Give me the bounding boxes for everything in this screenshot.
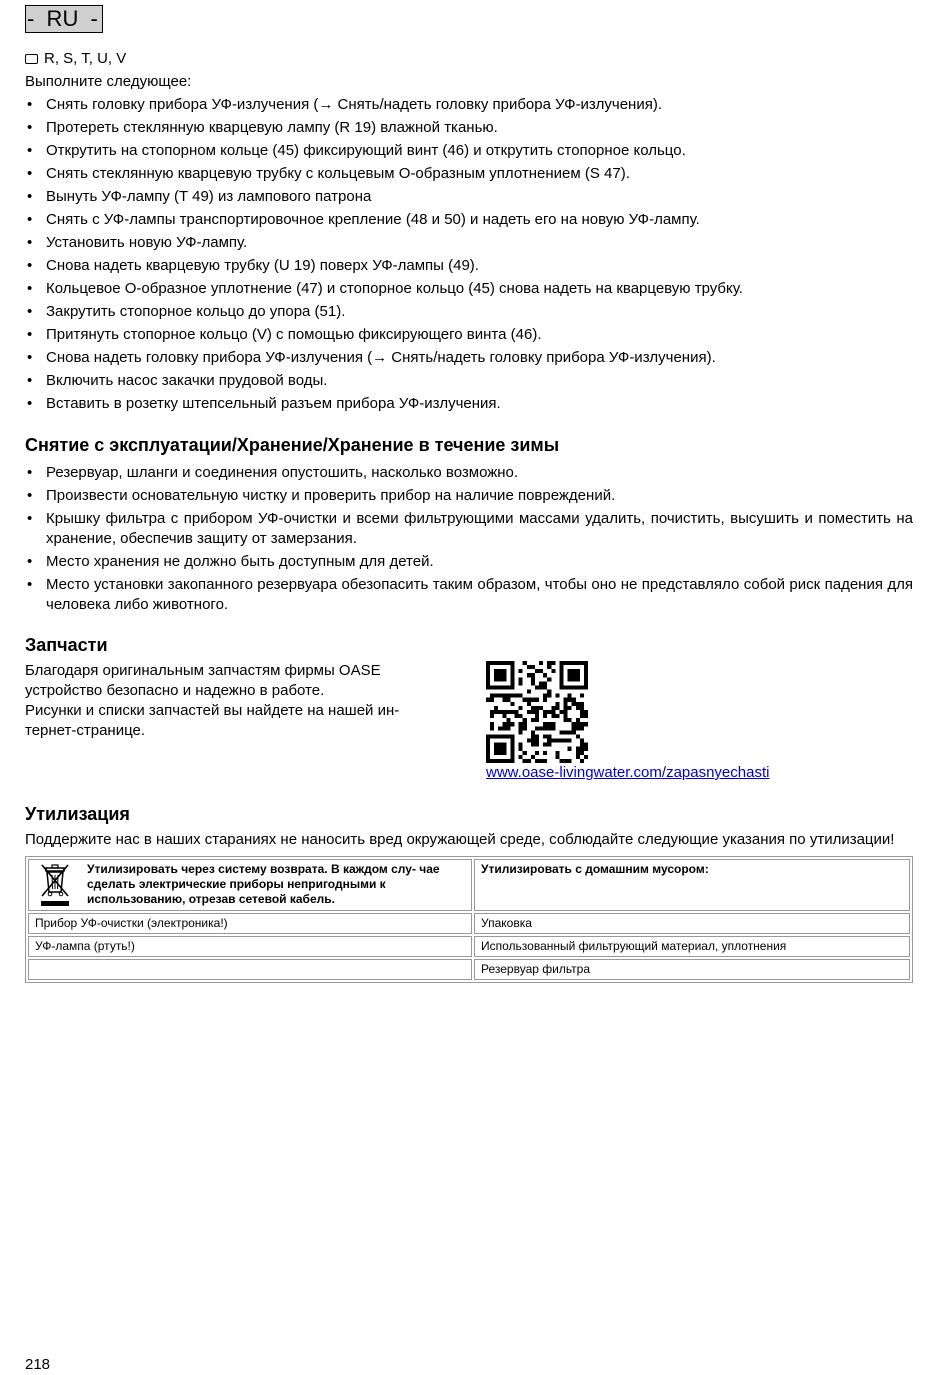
page-number: 218 — [25, 1356, 51, 1373]
disposal-return-cell — [28, 959, 472, 980]
disposal-table-header — [28, 859, 910, 911]
storage-item: • Резервуар, шланги и соединения опустошить, насколько возможно. — [25, 463, 913, 483]
storage-item: • Место хранения не должно быть доступным для детей. — [25, 552, 913, 572]
qr-code-icon — [486, 661, 588, 763]
spare-parts-text — [25, 661, 455, 791]
instruction-step: • Закрутить стопорное кольцо до упора (51). — [25, 300, 913, 323]
disposal-household-header: Утилизировать с домашним мусором: — [474, 859, 910, 911]
instruction-step: • Включить насос закачки прудовой воды. — [25, 369, 913, 392]
table-row — [28, 913, 910, 934]
figure-reference-icon — [25, 54, 38, 64]
instruction-step: • Протереть стеклянную кварцевую лампу (R 19) влажной тканью. — [25, 116, 913, 139]
spare-parts-link[interactable]: www.oase-livingwater.com/zapasnyechasti — [486, 764, 770, 781]
instruction-step: • Вынуть УФ-лампу (T 49) из лампового патрона — [25, 185, 913, 208]
storage-item: • Произвести основательную чистку и проверить прибор на наличие повреждений. — [25, 486, 913, 506]
disposal-household-cell: Использованный фильтрующий материал, уплотнения — [474, 936, 910, 957]
instruction-step: • Снова надеть кварцевую трубку (U 19) поверх УФ-лампы (49). — [25, 254, 913, 277]
instruction-step: • Открутить на стопорном кольце (45) фиксирующий винт (46) и открутить стопорное кольцо. — [25, 139, 913, 162]
instruction-step: • Вставить в розетку штепсельный разъем прибора УФ-излучения. — [25, 392, 913, 415]
table-row — [28, 959, 910, 980]
disposal-household-cell: Резервуар фильтра — [474, 959, 910, 980]
disposal-intro: Поддержите нас в наших стараниях не наносить вред окружающей среде, соблюдайте следующие указания по утилизации! — [25, 831, 895, 848]
instruction-step: • Снять стеклянную кварцевую трубку с кольцевым О-образным уплотнением (S 47). — [25, 162, 913, 185]
instruction-step: • Снова надеть головку прибора УФ-излучения (→ Снять/надеть головку прибора УФ-излучения). — [25, 346, 913, 369]
instruction-step: • Кольцевое О-образное уплотнение (47) и стопорное кольцо (45) снова надеть на кварцевую трубку. — [25, 277, 913, 300]
storage-heading: Снятие с эксплуатации/Хранение/Хранение в течение зимы — [25, 435, 560, 455]
spare-parts-line: Рисунки и списки запчастей вы найдете на нашей ин- — [25, 702, 400, 719]
storage-list — [25, 463, 913, 615]
spare-parts-line: тернет-странице. — [25, 722, 146, 739]
disposal-return-cell: УФ-лампа (ртуть!) — [28, 936, 472, 957]
storage-item: • Крышку фильтра с прибором УФ-очистки и всеми фильтрующими массами удалить, почистить, высушить и поместить на хранение, обеспечив защиту от замерзания. — [25, 509, 913, 549]
instruction-step: • Снять с УФ-лампы транспортировочное крепление (48 и 50) и надеть его на новую УФ-лампу. — [25, 208, 913, 231]
table-row — [28, 936, 910, 957]
figure-reference-text: R, S, T, U, V — [44, 50, 127, 67]
disposal-household-cell: Упаковка — [474, 913, 910, 934]
disposal-return-header — [28, 859, 472, 911]
instruction-steps — [25, 93, 913, 415]
storage-item: • Место установки закопанного резервуара обезопасить таким образом, чтобы оно не представляло собой риск падения для человека либо животного. — [25, 575, 913, 615]
spare-parts-heading: Запчасти — [25, 635, 108, 655]
instruction-step: • Установить новую УФ-лампу. — [25, 231, 913, 254]
spare-parts-line: Благодаря оригинальным запчастям фирмы OASE — [25, 662, 381, 679]
main-content — [25, 47, 913, 983]
crossed-out-bin-icon — [35, 862, 75, 908]
spare-parts-section — [25, 661, 913, 791]
instructions-intro: Выполните следующее: — [25, 73, 192, 90]
disposal-return-cell: Прибор УФ-очистки (электроника!) — [28, 913, 472, 934]
disposal-return-text: Утилизировать через систему возврата. В каждом слу- чае сделать электрические приборы непригодными к использованию, отрезав сетевой кабель. — [87, 862, 440, 906]
disposal-heading: Утилизация — [25, 804, 130, 824]
figure-reference — [25, 47, 913, 70]
instruction-step: • Снять головку прибора УФ-излучения (→ Снять/надеть головку прибора УФ-излучения). — [25, 93, 913, 116]
spare-parts-qr-block — [486, 661, 769, 791]
disposal-table — [25, 856, 913, 983]
language-tag: - RU - — [25, 5, 103, 33]
spare-parts-line: устройство безопасно и надежно в работе. — [25, 682, 325, 699]
instruction-step: • Притянуть стопорное кольцо (V) с помощью фиксирующего винта (46). — [25, 323, 913, 346]
